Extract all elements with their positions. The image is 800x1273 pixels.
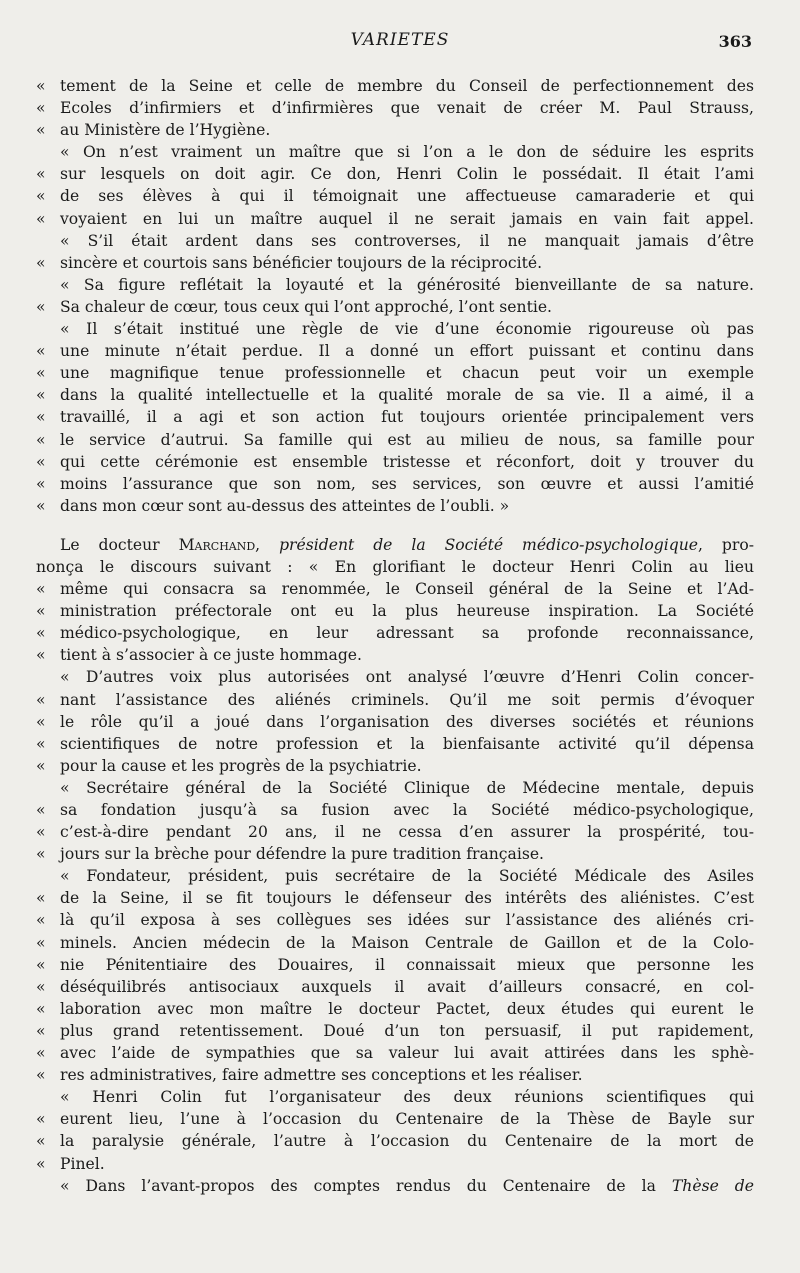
text-run: tement de la Seine et celle de membre du Conseil de perfectionnement des — [60, 77, 754, 95]
text-run: même qui consacra sa renommée, le Conseil général de la Seine et l’Ad- — [60, 580, 754, 599]
quote-mark: « — [36, 253, 46, 272]
text-line — [36, 473, 754, 495]
quote-mark: « — [36, 624, 46, 643]
text-run: là qu’il exposa à ses collègues ses idées sur l’assistance des aliénés cri- — [60, 911, 754, 930]
text-line — [36, 141, 754, 163]
italic-run: Thèse de — [671, 1176, 754, 1195]
text-run: « Henri Colin fut l’organisateur des deux réunions scientifiques qui — [60, 1088, 754, 1107]
text-run: tient à s’associer à ce juste hommage. — [60, 646, 362, 665]
text-run: « Il s’était institué une règle de vie d’une économie rigoureuse où pas — [60, 320, 754, 339]
text-run: le rôle qu’il a joué dans l’organisation des diverses sociétés et réunions — [60, 712, 754, 731]
quote-mark: « — [36, 386, 46, 405]
quote-mark: « — [36, 364, 46, 383]
quote-mark: « — [36, 408, 46, 427]
quote-mark: « — [36, 580, 46, 599]
quote-mark: « — [36, 99, 46, 118]
quote-mark: « — [36, 977, 46, 996]
text-run: Sa chaleur de cœur, tous ceux qui l’ont approché, l’ont sentie. — [60, 297, 553, 316]
quote-mark: « — [36, 801, 46, 819]
text-line — [36, 887, 754, 909]
text-line — [36, 274, 754, 296]
body-text — [36, 75, 754, 1197]
quote-mark: « — [36, 734, 46, 753]
text-line — [36, 954, 754, 976]
text-line — [36, 1130, 754, 1152]
text-line — [36, 318, 754, 340]
text-line — [36, 362, 754, 384]
text-run: sincère et courtois sans bénéficier toujours de la réciprocité. — [60, 253, 543, 272]
quote-mark: « — [36, 165, 46, 184]
text-line — [36, 711, 754, 733]
text-run: « Fondateur, président, puis secrétaire de la Société Médicale des Asiles — [60, 867, 754, 886]
text-run: eurent lieu, l’une à l’occasion du Centenaire de la Thèse de Bayle sur — [60, 1110, 754, 1129]
quote-mark: « — [36, 889, 46, 908]
text-run: nant l’assistance des aliénés criminels. Qu’il me soit permis d’évoquer — [60, 690, 754, 709]
text-line — [36, 1064, 754, 1086]
text-line — [36, 384, 754, 406]
text-line — [36, 1175, 754, 1197]
text-line — [36, 976, 754, 998]
text-run: jours sur la brèche pour défendre la pure tradition française. — [60, 845, 545, 864]
text-run: scientifiques de notre profession et la bienfaisante activité qu’il dépensa — [60, 734, 754, 753]
text-line — [36, 799, 754, 821]
running-title: VARIETES — [350, 30, 450, 50]
text-line — [36, 119, 754, 141]
text-line — [36, 578, 754, 600]
quote-mark: « — [36, 712, 46, 731]
text-run: Ecoles d’infirmiers et d’infirmières que venait de créer M. Paul Strauss, — [60, 99, 754, 118]
quote-mark: « — [36, 77, 46, 95]
text-line — [36, 1020, 754, 1042]
text-line — [36, 296, 754, 318]
author-name: Marchand — [178, 535, 256, 554]
text-run: « On n’est vraiment un maître que si l’on a le don de séduire les esprits — [60, 143, 754, 162]
quote-mark: « — [36, 496, 46, 515]
quote-mark: « — [36, 955, 46, 974]
quote-mark: « — [36, 1044, 46, 1063]
quote-mark: « — [36, 209, 46, 228]
text-line — [36, 821, 754, 843]
quote-mark: « — [36, 121, 46, 140]
text-run: qui cette cérémonie est ensemble tristesse et réconfort, doit y trouver du — [60, 452, 754, 471]
quote-mark: « — [36, 845, 46, 864]
italic-run: président de la Société médico-psychologique — [279, 535, 698, 554]
text-run: plus grand retentissement. Doué d’un ton persuasif, il put rapidement, — [60, 1021, 754, 1040]
text-run: c’est-à-dire pendant 20 ans, il ne cessa d’en assurer la prospérité, tou- — [60, 823, 754, 842]
text-run: la paralysie générale, l’autre à l’occasion du Centenaire de la mort de — [60, 1132, 754, 1151]
text-run: de ses élèves à qui il témoignait une affectueuse camaraderie et qui — [60, 187, 754, 206]
text-run: travaillé, il a agi et son action fut toujours orientée principalement vers — [60, 408, 754, 427]
text-line — [36, 556, 754, 578]
quote-mark: « — [36, 1154, 46, 1173]
quote-mark: « — [36, 1021, 46, 1040]
text-run: minels. Ancien médecin de la Maison Centrale de Gaillon et de la Colo- — [60, 933, 754, 952]
text-line — [36, 97, 754, 119]
text-run: , pro- — [697, 535, 754, 554]
text-line — [36, 163, 754, 185]
text-run: « D’autres voix plus autorisées ont analysé l’œuvre d’Henri Colin concer- — [60, 668, 754, 687]
page-number: 363 — [718, 32, 752, 51]
text-line — [36, 534, 754, 556]
text-line — [36, 1042, 754, 1064]
text-line — [36, 1153, 754, 1175]
text-line — [36, 451, 754, 473]
text-run: déséquilibrés antisociaux auxquels il avait d’ailleurs consacré, en col- — [60, 977, 754, 996]
text-run: « Sa figure reflétait la loyauté et la générosité bienveillante de sa nature. — [60, 275, 754, 294]
text-line — [36, 406, 754, 428]
text-run: nonça le discours suivant : « En glorifiant le docteur Henri Colin au lieu — [36, 557, 754, 576]
text-run: dans la qualité intellectuelle et la qualité morale de sa vie. Il a aimé, il a — [60, 386, 754, 405]
quote-mark: « — [36, 342, 46, 361]
text-line — [36, 644, 754, 666]
text-line — [36, 75, 754, 97]
text-run: de la Seine, il se fit toujours le défenseur des intérêts des aliénistes. C’est — [60, 889, 754, 908]
text-run: res administratives, faire admettre ses conceptions et les réaliser. — [60, 1066, 583, 1085]
text-run: médico-psychologique, en leur adressant sa profonde reconnaissance, — [60, 624, 754, 643]
text-line — [36, 600, 754, 622]
quote-mark: « — [36, 999, 46, 1018]
text-run: sur lesquels on doit agir. Ce don, Henri Colin le possédait. Il était l’ami — [60, 165, 754, 184]
text-line — [36, 865, 754, 887]
text-run: au Ministère de l’Hygiène. — [60, 121, 271, 140]
text-line — [36, 1086, 754, 1108]
text-line — [36, 429, 754, 451]
text-line — [36, 909, 754, 931]
text-line — [36, 998, 754, 1020]
text-run: nie Pénitentiaire des Douaires, il connaissait mieux que personne les — [60, 955, 754, 974]
quote-mark: « — [36, 474, 46, 493]
text-run: « Secrétaire général de la Société Clinique de Médecine mentale, depuis — [60, 778, 754, 797]
quote-mark: « — [36, 602, 46, 621]
text-line — [36, 340, 754, 362]
text-line — [36, 932, 754, 954]
quote-mark: « — [36, 1066, 46, 1085]
text-line — [36, 755, 754, 777]
quote-mark: « — [36, 1110, 46, 1129]
quote-mark: « — [36, 933, 46, 952]
text-run: voyaient en lui un maître auquel il ne serait jamais en vain fait appel. — [60, 209, 754, 228]
text-line — [36, 230, 754, 252]
text-run: moins l’assurance que son nom, ses services, son œuvre et aussi l’amitié — [60, 474, 754, 493]
page-header — [0, 30, 800, 56]
text-line — [36, 666, 754, 688]
text-run: pour la cause et les progrès de la psychiatrie. — [60, 756, 422, 775]
quote-mark: « — [36, 690, 46, 709]
text-run: avec l’aide de sympathies que sa valeur lui avait attirées dans les sphè- — [60, 1044, 754, 1063]
quote-mark: « — [36, 297, 46, 316]
text-line — [36, 252, 754, 274]
text-run: , — [255, 535, 280, 554]
text-run: une magnifique tenue professionnelle et chacun peut voir un exemple — [60, 364, 754, 383]
text-run: dans mon cœur sont au-dessus des atteintes de l’oubli. » — [60, 496, 510, 515]
text-run: ministration préfectorale ont eu la plus heureuse inspiration. La Société — [60, 602, 754, 621]
text-run: une minute n’était perdue. Il a donné un effort puissant et continu dans — [60, 342, 754, 361]
text-line — [36, 208, 754, 230]
text-run: laboration avec mon maître le docteur Pactet, deux études qui eurent le — [60, 999, 754, 1018]
text-line — [36, 689, 754, 711]
quote-mark: « — [36, 430, 46, 449]
quote-mark: « — [36, 911, 46, 930]
text-line — [36, 843, 754, 865]
text-line — [36, 777, 754, 799]
text-line — [36, 622, 754, 644]
quote-mark: « — [36, 452, 46, 471]
quote-mark: « — [36, 187, 46, 206]
text-run: « S’il était ardent dans ses controverses, il ne manquait jamais d’être — [60, 231, 754, 250]
text-run: Pinel. — [60, 1154, 105, 1173]
quote-mark: « — [36, 1132, 46, 1151]
text-run: Le docteur — [60, 535, 179, 554]
text-line — [36, 733, 754, 755]
text-run: le service d’autrui. Sa famille qui est au milieu de nous, sa famille pour — [60, 430, 754, 449]
quote-mark: « — [36, 756, 46, 775]
text-line — [36, 495, 754, 517]
quote-mark: « — [36, 646, 46, 665]
text-run: « Dans l’avant-propos des comptes rendus du Centenaire de la — [60, 1176, 672, 1195]
quote-mark: « — [36, 823, 46, 842]
text-line — [36, 1108, 754, 1130]
text-run: sa fondation jusqu’à sa fusion avec la Société médico-psychologique, — [60, 801, 754, 819]
text-line — [36, 185, 754, 207]
